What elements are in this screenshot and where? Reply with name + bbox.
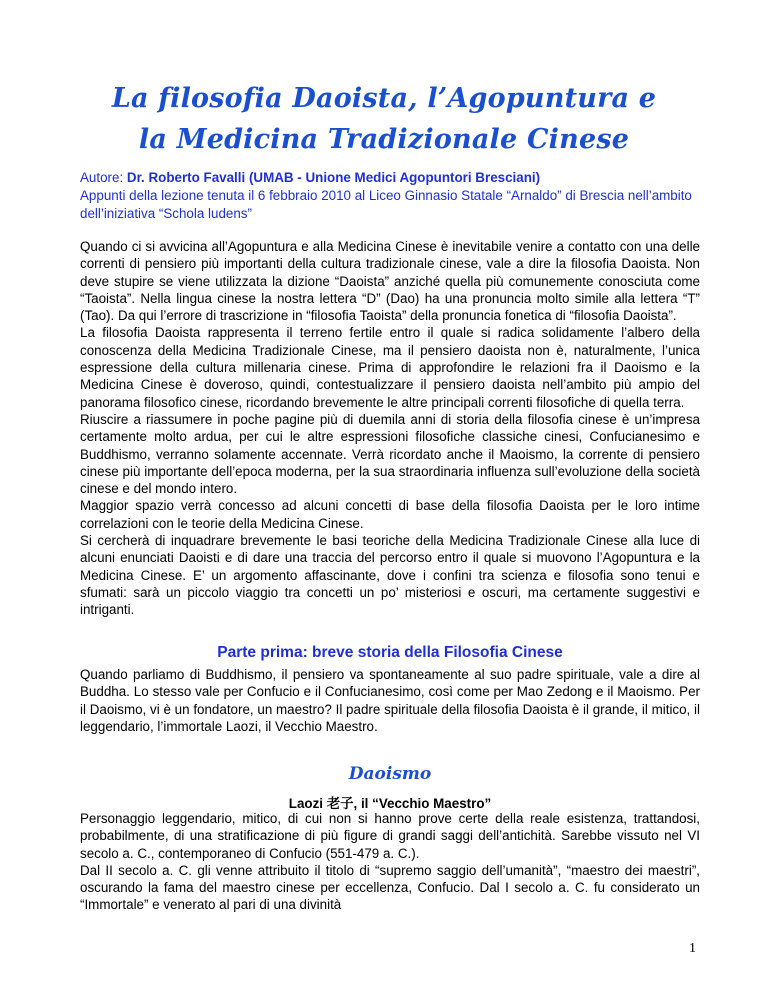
intro-paragraph: La filosofia Daoista rappresenta il terreno fertile entro il quale si radica solidamente l’albero della conoscenza della Medicina Tradizionale Cinese, ma il pensiero daoista non è, naturalmente, l’unica espressione della cultura millenaria cinese. Prima di approfondire le relazioni fra il Daoismo e la Medicina Cinese è doveroso, quindi, contestualizzare il pensiero daoista nell’ambito più ampio del panorama filosofico cinese, ricordando brevemente le altre principali correnti filosofiche di quella terra. xyxy=(80,325,700,410)
laozi-text xyxy=(80,810,700,914)
document-title xyxy=(60,78,708,160)
laozi-subheading: Laozi 老子, il “Vecchio Maestro” xyxy=(288,796,492,811)
laozi-paragraph: Personaggio leggendario, mitico, di cui non si hanno prove certe della reale esistenza, trattandosi, probabilmente, di una stratificazione di più figure di grandi saggi dell’antichità. Sarebbe vissuto nel VI secolo a. C., contemporaneo di Confucio (551-479 a. C.). xyxy=(80,811,700,861)
title-line-1: La filosofia Daoista, l’Agopuntura e xyxy=(111,83,657,114)
parte-prima-text xyxy=(80,666,700,735)
lecture-notes: Appunti della lezione tenuta il 6 febbraio 2010 al Liceo Ginnasio Statale “Arnaldo” di Brescia nell’ambito dell’iniziativa “Schola ludens” xyxy=(80,188,692,221)
intro-paragraph: Quando ci si avvicina all’Agopuntura e alla Medicina Cinese è inevitabile venire a contatto con una delle correnti di pensiero più importanti della cultura tradizionale cinese, vale a dire la filosofia Daoista. Non deve stupire se viene utilizzata la dizione “Daoista” anziché quella più comunemente conosciuta come “Taoista”. Nella lingua cinese la nostra lettera “D” (Dao) ha una pronuncia molto simile alla lettera “T” (Tao). Da qui l’errore di trascrizione in “filosofia Taoista” della pronuncia fonetica di “filosofia Daoista”. xyxy=(80,239,700,324)
intro-paragraph: Si cercherà di inquadrare brevemente le basi teoriche della Medicina Tradizionale Cinese alla luce di alcuni enunciati Daoisti e di dare una traccia del percorso entro il quale si muovono l’Agopuntura e la Medicina Cinese. E’ un argomento affascinante, dove i confini tra scienza e filosofia sono tenui e sfumati: sarà un piccolo viaggio tra concetti un po’ misteriosi e oscuri, ma certamente suggestivi e intriganti. xyxy=(80,533,700,618)
author-label: Autore: xyxy=(80,170,127,185)
page-number: 1 xyxy=(689,941,696,956)
title-line-2: la Medicina Tradizionale Cinese xyxy=(138,124,630,155)
intro-paragraph: Riuscire a riassumere in poche pagine più di duemila anni di storia della filosofia cinese è un’impresa certamente molto ardua, per cui le altre espressioni filosofiche classiche cinesi, Confucianesimo e Buddhismo, verranno solamente accennate. Verrà ricordato anche il Maoismo, la corrente di pensiero cinese più importante dell’epoca moderna, per la sua straordinaria influenza sull’evoluzione della società cinese e del mondo intero. xyxy=(80,411,700,497)
author-line xyxy=(80,169,700,187)
section-heading-parte-prima: Parte prima: breve storia della Filosofia Cinese xyxy=(217,644,563,661)
intro-text xyxy=(80,238,700,619)
daoismo-heading: Daoismo xyxy=(348,764,432,784)
intro-paragraph: Maggior spazio verrà concesso ad alcuni concetti di base della filosofia Daoista per le loro intime correlazioni con le teorie della Medicina Cinese. xyxy=(80,498,700,531)
author-name: Dr. Roberto Favalli (UMAB - Unione Medici Agopuntori Bresciani) xyxy=(126,170,541,185)
laozi-paragraph: Dal II secolo a. C. gli venne attribuito il titolo di “supremo saggio dell’umanità”, “maestro dei maestri”, oscurando la fama del maestro cinese per eccellenza, Confucio. Dal I secolo a. C. fu considerato un “Immortale” e venerato al pari di una divinità xyxy=(80,862,700,913)
author-block xyxy=(80,169,700,223)
parte-prima-paragraph: Quando parliamo di Buddhismo, il pensiero va spontaneamente al suo padre spirituale, vale a dire al Buddha. Lo stesso vale per Confucio e il Confucianesimo, così come per Mao Zedong e il Maoismo. Per il Daoismo, vi è un fondatore, un maestro? Il padre spirituale della filosofia Daoista è il grande, il mitico, il leggendario, l’immortale Laozi, il Vecchio Maestro. xyxy=(80,667,700,734)
